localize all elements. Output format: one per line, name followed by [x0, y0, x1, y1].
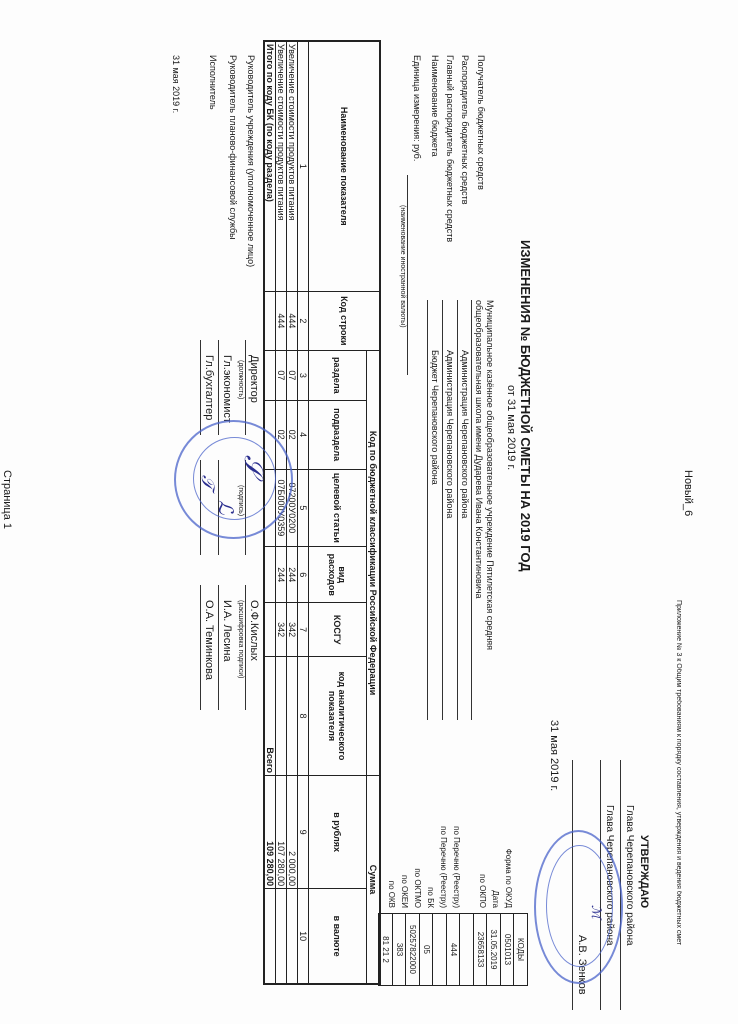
col-vid-header: вид расходов: [309, 547, 367, 603]
approve-position: Глава Черепановского района: [624, 805, 635, 946]
signature-name-finance: И.А. Лесина: [221, 600, 233, 662]
approve-position-2: Глава Черепановского района: [604, 805, 615, 946]
approve-title: УТВЕРЖДАЮ: [638, 835, 650, 909]
code-value: [433, 914, 447, 986]
field-underline: [427, 300, 428, 720]
caption-signature: (подпись): [237, 485, 244, 517]
field-value-main-distributor: Администрация Черепановского района: [445, 350, 455, 519]
row-target: 07Б000У0359: [276, 469, 287, 546]
code-label: по ОКТМО: [413, 868, 422, 908]
row-kosgu: 342: [287, 603, 298, 657]
col-val-header: в валюте: [309, 889, 367, 984]
signature-name-head: О.Ф.Кислых: [248, 600, 260, 661]
table-row: [287, 41, 298, 984]
row-vid: 244: [276, 547, 287, 603]
sum-group-header: Сумма: [366, 776, 380, 984]
signature-position-head: Директор: [248, 355, 260, 403]
handwritten-signature: 𝒯: [197, 475, 218, 489]
field-value-budget: Бюджет Черепановского района: [430, 350, 440, 485]
col-number: 1: [298, 41, 309, 291]
approve-name: А.В. Зенков: [576, 935, 588, 995]
col-name-header: Наименование показателя: [309, 41, 381, 291]
row-podrazdel: 02: [276, 400, 287, 469]
codes-table: [379, 913, 529, 986]
appendix-note: Приложение № 3 к Общим требованиям к порядку составления, утверждения и ведения бюджетных смет: [675, 600, 682, 946]
field-label-unit: Единица измерения: руб.: [412, 55, 422, 162]
col-number: 8: [298, 656, 309, 775]
document-title: ИЗМЕНЕНИЯ № БЮДЖЕТНОЙ СМЕТЫ НА 2019 ГОД: [518, 240, 533, 572]
currency-underline: [407, 175, 408, 375]
signature-position-finance: Гл.экономист: [221, 355, 233, 423]
row-rub: 2 000,00: [287, 776, 298, 889]
row-code: 444: [287, 291, 298, 351]
code-value: 81 21 2: [379, 914, 393, 986]
row-val: [276, 889, 287, 984]
code-label: по ОКПО: [478, 874, 487, 908]
col-analytic-header: код аналитического показателя: [309, 656, 367, 775]
document-date: от 31 мая 2019 г.: [505, 385, 517, 471]
code-label: Форма по ОКУД: [504, 848, 513, 908]
classification-group-header: Код по бюджетной классификации Российской Федерации: [366, 351, 380, 776]
row-podrazdel: 02: [287, 400, 298, 469]
signature-name-executor: О.А. Теминкова: [203, 600, 215, 680]
col-number: 4: [298, 400, 309, 469]
col-number: 10: [298, 889, 309, 984]
approve-signature-mark: ℳ: [588, 905, 603, 919]
caption-decode: (расшифровка подписи): [237, 600, 244, 679]
total-rub: 109 280,00: [264, 776, 276, 889]
document-label: Новый_6: [682, 470, 694, 517]
decode-line: [218, 585, 219, 710]
row-target: 07200У0200: [287, 469, 298, 546]
code-label: Дата: [491, 890, 500, 908]
field-label-main-distributor: Главный распорядитель бюджетных средств: [445, 55, 455, 243]
code-label: по Перечню (Реестру): [439, 826, 448, 908]
col-number: 9: [298, 776, 309, 889]
code-value: 383: [393, 914, 407, 986]
field-value-recipient: Муниципальное казённое общеобразовательное учреждение Пятилетская средняя: [485, 300, 495, 651]
approve-date: 31 мая 2019 г.: [548, 720, 560, 792]
row-razdel: 07: [276, 351, 287, 400]
all-label: Всего: [264, 656, 276, 775]
field-value-recipient-2: общеобразовательная школа имени Дударева Ивана Константиновича: [474, 300, 484, 599]
position-line: [200, 340, 201, 435]
code-value: 05: [420, 914, 434, 986]
currency-caption: (наименование иностранной валюты): [399, 205, 406, 328]
col-kosgu-header: КОСГУ: [309, 603, 367, 657]
col-number: 5: [298, 469, 309, 546]
row-razdel: 07: [287, 351, 298, 400]
field-label-recipient: Получатель бюджетных средств: [476, 55, 486, 190]
code-value: 0501013: [501, 914, 515, 986]
decode-line: [245, 585, 246, 710]
field-label-budget: Наименование бюджета: [430, 55, 440, 157]
row-analytic: [276, 656, 287, 775]
signature-role-head: Руководитель учреждения (уполномоченное лицо): [246, 55, 256, 268]
page-number: Страница 1: [1, 470, 13, 530]
row-val: [287, 889, 298, 984]
col-rub-header: в рублях: [309, 776, 367, 889]
code-value: 31.05.2019: [487, 914, 501, 986]
row-code: 444: [276, 291, 287, 351]
code-label: по ОКВ: [387, 880, 396, 908]
code-value: 444: [447, 914, 461, 986]
code-value: 23658133: [474, 914, 488, 986]
field-value-distributor: Администрация Черепановского района: [460, 350, 470, 519]
row-name: Увеличение стоимости продуктов питания: [287, 41, 298, 291]
handwritten-signature: ℒ: [214, 500, 238, 515]
col-number: 2: [298, 291, 309, 351]
col-razdel-header: раздела: [309, 351, 367, 400]
code-value: 50257822000: [406, 914, 420, 986]
code-label: по Перечню (Реестру): [452, 826, 461, 908]
decode-line: [200, 585, 201, 710]
col-number: 7: [298, 603, 309, 657]
row-name: Увеличение стоимости продуктов питания: [276, 41, 287, 291]
handwritten-signature: 𝒮: [238, 455, 268, 476]
row-vid: 244: [287, 547, 298, 603]
row-rub: 107 280,00: [276, 776, 287, 889]
col-code-header: Код строки: [309, 291, 381, 351]
codes-header: КОДЫ: [514, 914, 528, 986]
col-number: 6: [298, 547, 309, 603]
row-analytic: [287, 656, 298, 775]
total-label: Итого по коду БК (по коду раздела): [264, 41, 276, 291]
code-label: по ОКЕИ: [400, 875, 409, 908]
col-target-header: целевой статьи: [309, 469, 367, 546]
caption-position: (должность): [237, 360, 244, 400]
field-label-distributor: Распорядитель бюджетных средств: [460, 55, 470, 205]
field-underline: [457, 300, 458, 720]
code-label: по БК: [426, 887, 435, 908]
bottom-date: 31 мая 2019 г.: [171, 55, 181, 114]
col-number: 3: [298, 351, 309, 400]
field-underline: [471, 300, 472, 720]
col-podrazdel-header: подраздела: [309, 400, 367, 469]
row-kosgu: 342: [276, 603, 287, 657]
signature-role-executor: Исполнитель: [208, 55, 218, 110]
code-value: [460, 914, 474, 986]
signature-role-finance: Руководитель планово-финансовой службы: [228, 55, 238, 240]
signature-position-executor: Гл.бухгалтер: [203, 355, 215, 421]
field-underline: [442, 300, 443, 720]
